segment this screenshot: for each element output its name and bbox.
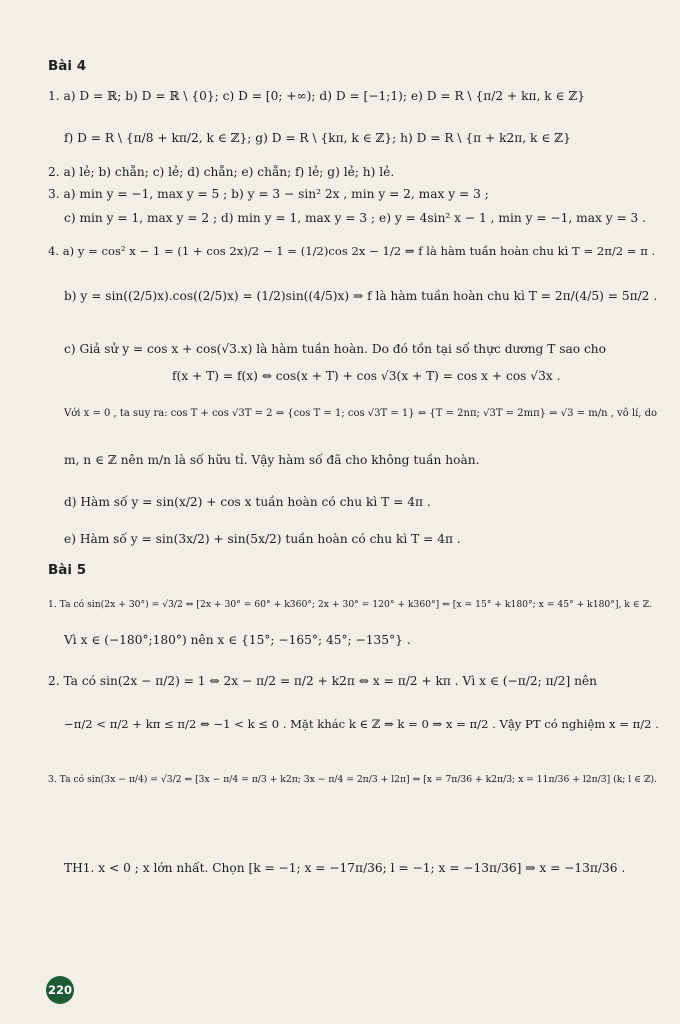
answer-line: f) D = R \ {π/8 + kπ/2, k ∈ ℤ}; g) D = R \ {kπ, k ∈ ℤ}; h) D = R \ {π + k2π, k ∈ ℤ} [64,131,571,145]
answer-line: 1. a) D = ℝ; b) D = ℝ \ {0}; c) D = [0; +∞); d) D = [−1;1); e) D = R \ {π/2 + kπ, k ∈ ℤ} [48,89,586,103]
answer-line: Với x = 0 , ta suy ra: cos T + cos √3T = 2 ⇔ {cos T = 1; cos √3T = 1} ⇔ {T = 2nπ; √3T = 2mπ} ⇒ √3 = m/n , vô lí, do [64,408,658,419]
answer-line: d) Hàm số y = sin(x/2) + cos x tuần hoàn có chu kì T = 4π . [64,495,431,509]
answer-line: 1. Ta có sin(2x + 30°) = √3/2 ⇔ [2x + 30° = 60° + k360°; 2x + 30° = 120° + k360°] ⇔ [x = 15° + k180°; x = 45° + k180°], k ∈ ℤ. [48,599,653,610]
answer-line: Vì x ∈ (−180°;180°) nên x ∈ {15°; −165°; 45°; −135°} . [64,633,411,647]
answer-line: 2. a) lẻ; b) chẵn; c) lẻ; d) chẵn; e) chẵn; f) lẻ; g) lẻ; h) lẻ. [48,165,395,179]
answer-line: 3. a) min y = −1, max y = 5 ; b) y = 3 − sin² 2x , min y = 2, max y = 3 ; [48,187,489,201]
page-number-badge: 220 [46,976,74,1004]
answer-line: 4. a) y = cos² x − 1 = (1 + cos 2x)/2 − 1 = (1/2)cos 2x − 1/2 ⇒ f là hàm tuần hoàn chu kì T = 2π/2 = π . [48,244,656,258]
answer-line: c) Giả sử y = cos x + cos(√3.x) là hàm tuần hoàn. Do đó tồn tại số thực dương T sao cho [64,342,606,356]
section-heading-bai-5: Bài 5 [48,562,87,578]
answer-line: f(x + T) = f(x) ⇔ cos(x + T) + cos √3(x + T) = cos x + cos √3x . [172,369,561,383]
answer-line: b) y = sin((2/5)x).cos((2/5)x) = (1/2)sin((4/5)x) ⇒ f là hàm tuần hoàn chu kì T = 2π/(4/5) = 5π/2 . [64,289,658,303]
answer-line: TH1. x < 0 ; x lớn nhất. Chọn [k = −1; x = −17π/36; l = −1; x = −13π/36] ⇒ x = −13π/36 . [64,861,626,875]
answer-line: 3. Ta có sin(3x − π/4) = √3/2 ⇔ [3x − π/4 = π/3 + k2π; 3x − π/4 = 2π/3 + l2π] ⇔ [x = 7π/36 + k2π/3; x = 11π/36 + l2π/3] (k; l ∈ ℤ). [48,774,658,785]
answer-line: −π/2 < π/2 + kπ ≤ π/2 ⇔ −1 < k ≤ 0 . Mặt khác k ∈ ℤ ⇒ k = 0 ⇒ x = π/2 . Vậy PT có nghiệm x = π/2 . [64,717,659,731]
answer-line: c) min y = 1, max y = 2 ; d) min y = 1, max y = 3 ; e) y = 4sin² x − 1 , min y = −1, max y = 3 . [64,211,647,225]
answer-line: m, n ∈ ℤ nên m/n là số hữu tỉ. Vậy hàm số đã cho không tuần hoàn. [64,453,480,467]
section-heading-bai-4: Bài 4 [48,58,87,74]
answer-line: e) Hàm số y = sin(3x/2) + sin(5x/2) tuần hoàn có chu kì T = 4π . [64,532,461,546]
answer-line: 2. Ta có sin(2x − π/2) = 1 ⇔ 2x − π/2 = π/2 + k2π ⇔ x = π/2 + kπ . Vì x ∈ (−π/2; π/2] nên [48,674,597,688]
